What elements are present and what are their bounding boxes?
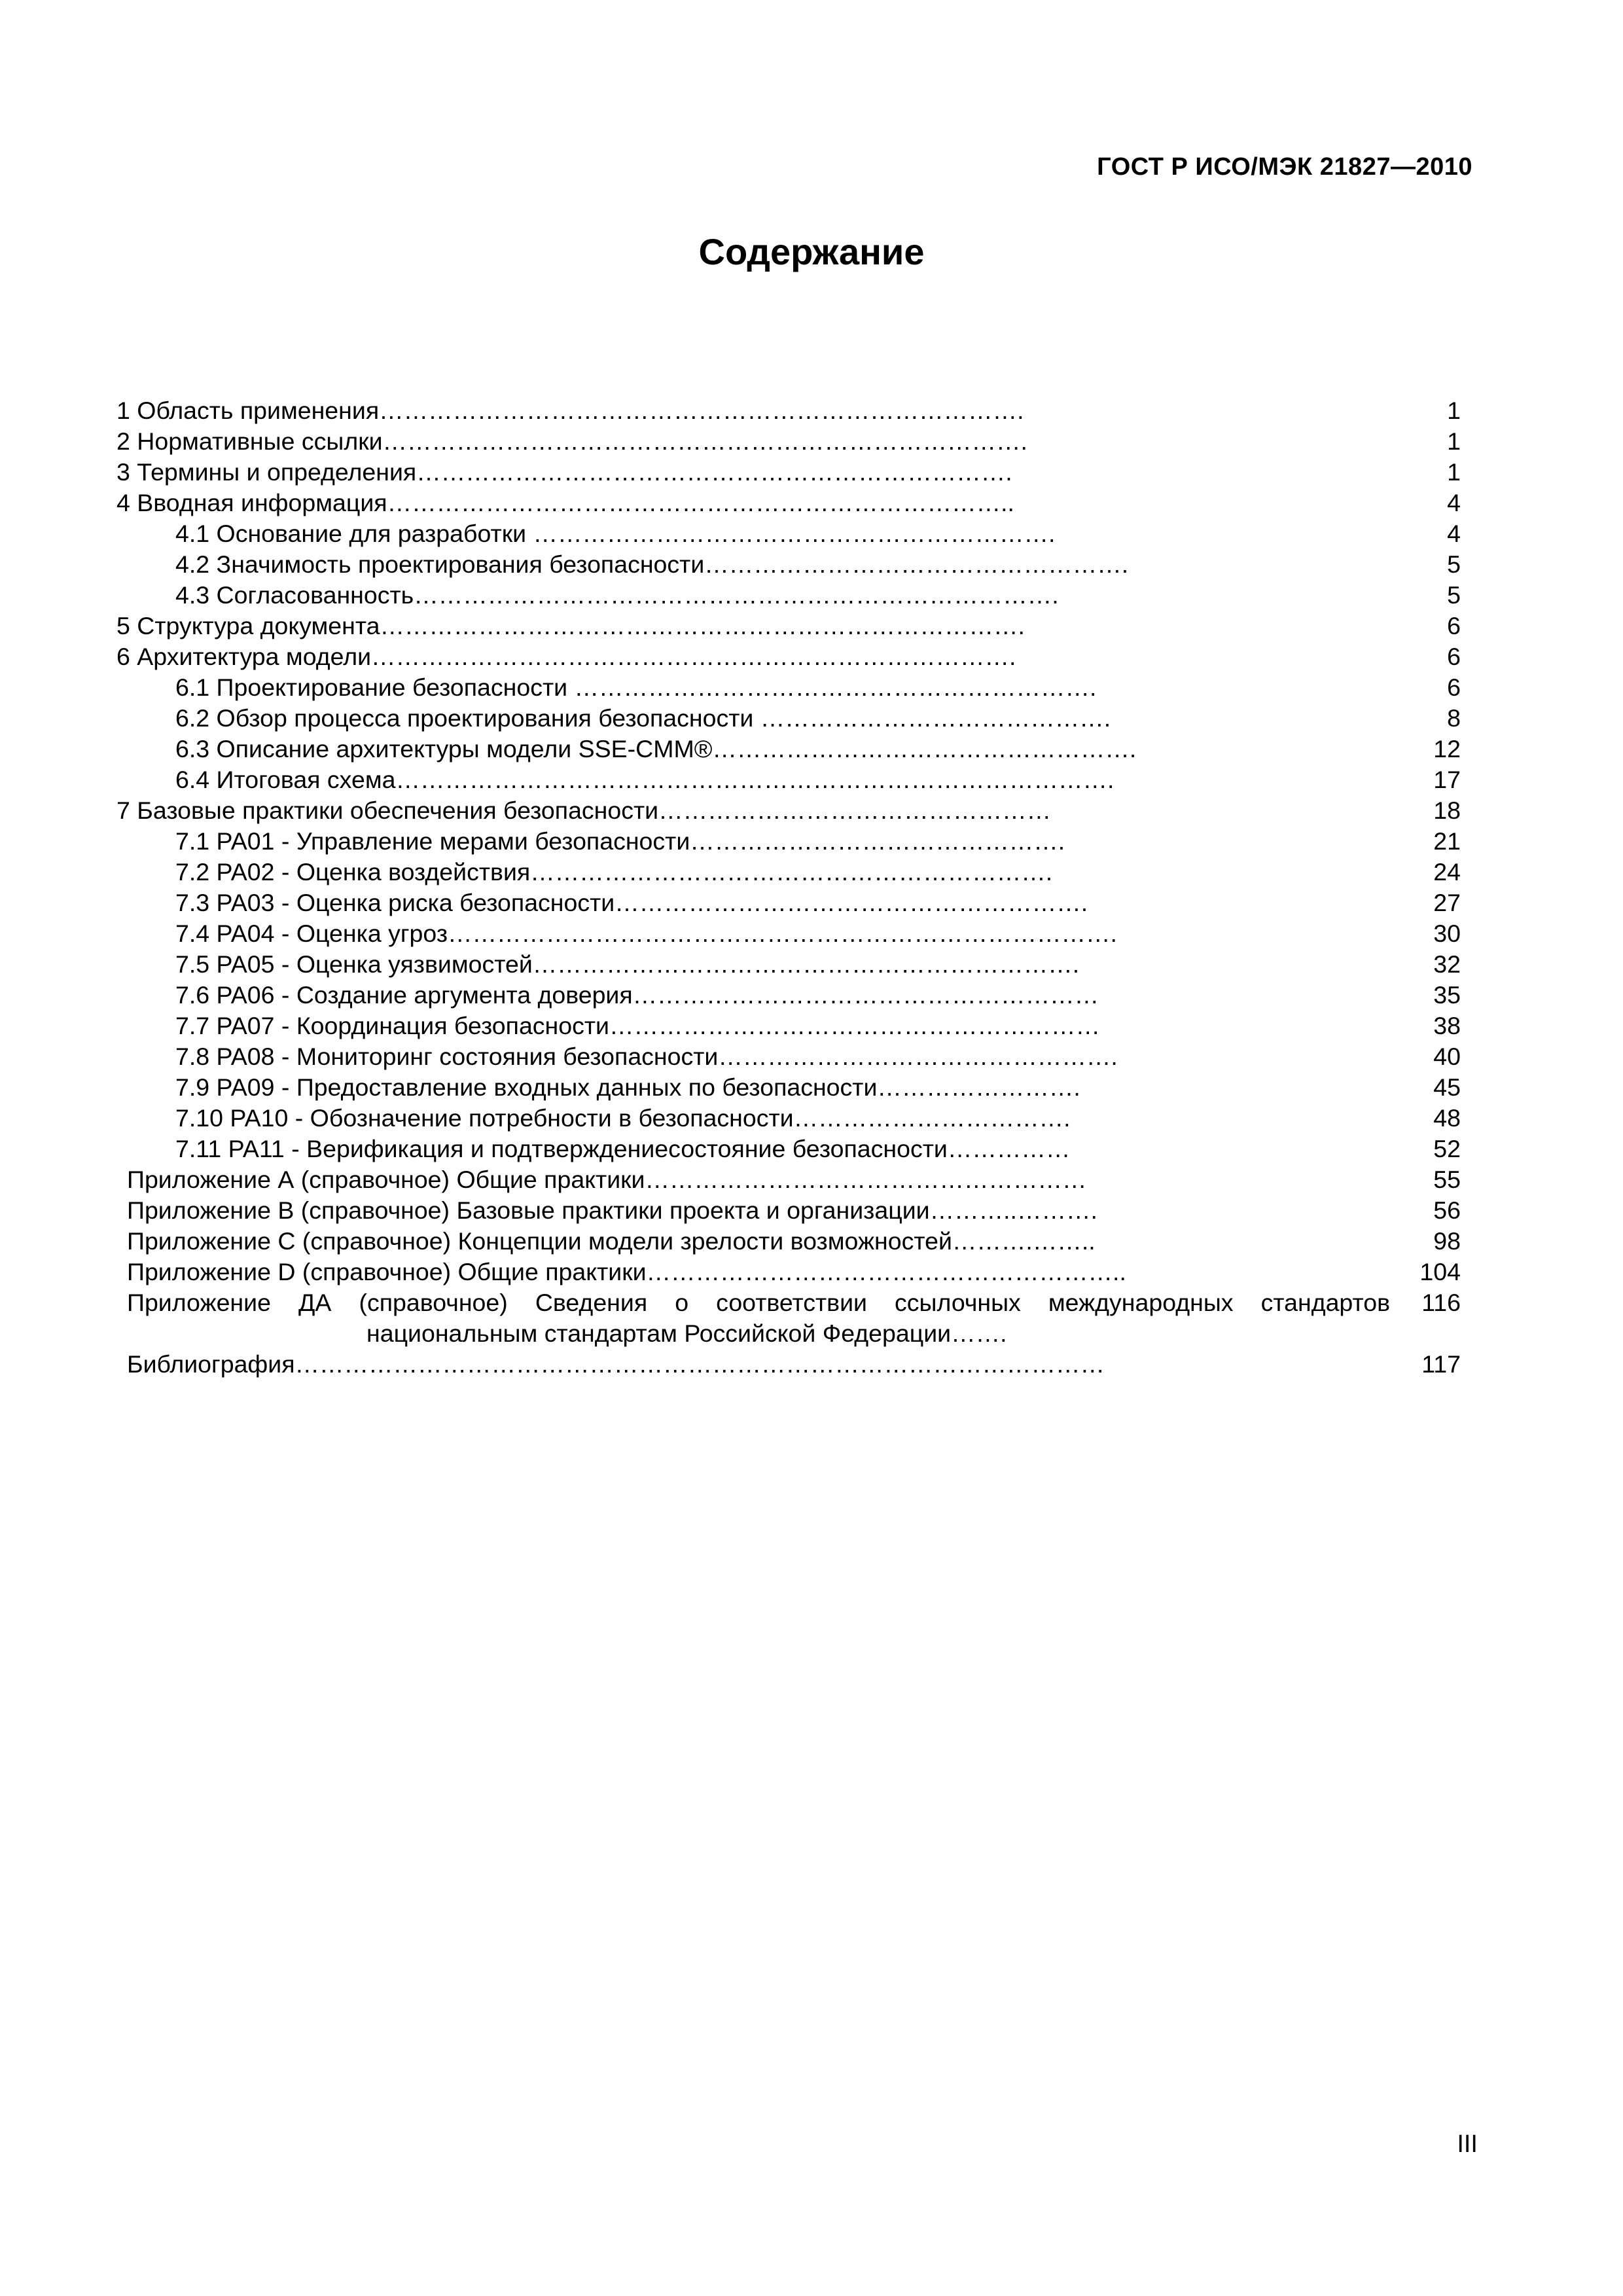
toc-entry[interactable] (0, 611, 1623, 641)
toc-entry-page: 38 (1433, 1012, 1461, 1039)
toc-entry-title (127, 1287, 1390, 1349)
toc-entry-title: 5 Структура документа……………………………………………………………………. (116, 612, 1025, 639)
toc-entry[interactable] (0, 888, 1623, 918)
toc-entry-title: 7.1 PA01 - Управление мерами безопасности………………………………………. (175, 827, 1065, 855)
toc-entry[interactable] (0, 1164, 1623, 1195)
toc-entry[interactable] (0, 426, 1623, 457)
toc-entry[interactable] (0, 918, 1623, 949)
toc-entry-page: 5 (1447, 581, 1461, 609)
toc-entry-title: 7.9 PA09 - Предоставление входных данных по безопасности……………………. (175, 1073, 1080, 1101)
toc-entry-title: 7.6 PA06 - Создание аргумента доверия………………………………………………… (175, 981, 1099, 1009)
toc-entry-title: Приложение С (справочное) Концепции модели зрелости возможностей……….…….. (127, 1227, 1096, 1255)
toc-entry[interactable] (0, 734, 1623, 764)
page-title: Содержание (698, 231, 925, 272)
toc-entry-page: 24 (1433, 858, 1461, 886)
toc-entry[interactable] (0, 457, 1623, 488)
toc-entry-page: 27 (1433, 889, 1461, 916)
toc-entry-title: Приложение D (справочное) Общие практики………………………………………………….. (127, 1258, 1126, 1285)
toc-entry[interactable] (0, 518, 1623, 549)
toc-entry[interactable] (0, 764, 1623, 795)
toc-entry[interactable] (0, 857, 1623, 888)
toc-entry-title: 7.4 PA04 - Оценка угроз………………………………………………………………………. (175, 920, 1117, 947)
toc-entry[interactable] (0, 1134, 1623, 1164)
toc-entry-title: 3 Термины и определения………………………………………………………………. (116, 458, 1012, 486)
toc-entry-title: 4.3 Согласованность……………………………………………………………………. (175, 581, 1059, 609)
toc-entry-page: 1 (1447, 427, 1461, 455)
toc-entry-page: 45 (1433, 1073, 1461, 1101)
toc-entry-page: 1 (1447, 397, 1461, 424)
toc-entry-page: 21 (1433, 827, 1461, 855)
toc-entry-page: 8 (1447, 704, 1461, 732)
toc-entry-title: 2 Нормативные ссылки……………………………………………………………………. (116, 427, 1027, 455)
toc-entry[interactable] (0, 1226, 1623, 1257)
toc-entry[interactable] (0, 980, 1623, 1011)
toc-entry[interactable] (0, 1349, 1623, 1380)
toc-entry-title: 7.7 PA07 - Координация безопасности…………………………………………………… (175, 1012, 1100, 1039)
toc-entry-page: 56 (1433, 1196, 1461, 1224)
toc-entry-page: 117 (1421, 1350, 1461, 1378)
toc-entry[interactable] (0, 1041, 1623, 1072)
toc-entry-page: 4 (1447, 520, 1461, 547)
toc-entry-page: 104 (1419, 1258, 1461, 1285)
toc-entry-title: Приложение В (справочное) Базовые практики проекта и организации………..………. (127, 1196, 1097, 1224)
toc-entry-title: 4.1 Основание для разработки ………………………………………………………. (175, 520, 1056, 547)
toc-entry-title: 7.11 PA11 - Верификация и подтверждениесостояние безопасности…………… (175, 1135, 1071, 1162)
toc-entry[interactable] (0, 641, 1623, 672)
toc-entry-page: 12 (1433, 735, 1461, 762)
toc-entry[interactable] (0, 949, 1623, 980)
toc-entry-page: 30 (1433, 920, 1461, 947)
toc-entry-page: 48 (1433, 1104, 1461, 1132)
toc-entry-title: 6.2 Обзор процесса проектирования безопасности ……………………………………. (175, 704, 1111, 732)
toc-entry[interactable] (0, 395, 1623, 426)
toc-entry[interactable] (0, 1103, 1623, 1134)
toc-entry[interactable] (0, 672, 1623, 703)
toc-entry-title: 7 Базовые практики обеспечения безопасности………………………………………… (116, 797, 1052, 824)
toc-entry-page: 6 (1447, 643, 1461, 670)
toc-entry-title: 6.3 Описание архитектуры модели SSE-CMM®……………………………………………. (175, 735, 1137, 762)
toc-entry-page: 98 (1433, 1227, 1461, 1255)
toc-entry-title: 7.3 PA03 - Оценка риска безопасности…………………………………………………. (175, 889, 1088, 916)
toc-entry-title: 7.8 PA08 - Мониторинг состояния безопасности…………………………………………. (175, 1043, 1118, 1070)
toc-entry-title: 7.10 PA10 - Обозначение потребности в безопасности……………………………. (175, 1104, 1071, 1132)
toc-entry-page: 32 (1433, 950, 1461, 978)
toc-entry-page: 5 (1447, 550, 1461, 578)
toc-entry-title: 6.4 Итоговая схема……………………………………………………………………………. (175, 766, 1115, 793)
toc-entry-title: 6.1 Проектирование безопасности ………………………………………………………. (175, 673, 1097, 701)
toc-entry-page: 1 (1447, 458, 1461, 486)
page-number: III (1457, 2130, 1478, 2158)
toc-entry-title: Библиография……………………………………………………………………………………… (127, 1350, 1105, 1378)
toc-entry-title-line2: национальным стандартам Российской Федерации……. (366, 1319, 1007, 1347)
toc-entry[interactable] (0, 1257, 1623, 1287)
toc-entry-title: 4.2 Значимость проектирования безопасности……………………………………………. (175, 550, 1129, 578)
toc-entry-title: 6 Архитектура модели……………………………………………………………………. (116, 643, 1016, 670)
toc-entry-title: 7.5 PA05 - Оценка уязвимостей…………………………………………………………. (175, 950, 1080, 978)
toc-entry[interactable] (0, 549, 1623, 580)
toc-entry-page: 116 (1421, 1289, 1461, 1316)
toc-entry-page: 35 (1433, 981, 1461, 1009)
toc-entry[interactable] (0, 1072, 1623, 1103)
toc-entry-page: 40 (1433, 1043, 1461, 1070)
toc-entry-page: 17 (1433, 766, 1461, 793)
toc-entry[interactable] (0, 1011, 1623, 1041)
toc-entry-page: 55 (1433, 1166, 1461, 1193)
toc-entry[interactable] (0, 703, 1623, 734)
toc-entry-page: 6 (1447, 673, 1461, 701)
toc-entry[interactable] (0, 580, 1623, 611)
toc-entry-title-line1: Приложение ДА (справочное) Сведения о соответствии ссылочных международных стандартов (127, 1289, 1390, 1316)
toc-entry[interactable] (0, 488, 1623, 518)
toc-entry-title: 4 Вводная информация………………………………………………………………….. (116, 489, 1014, 516)
toc-entry[interactable] (0, 826, 1623, 857)
toc-entry[interactable] (0, 1195, 1623, 1226)
toc-entry[interactable] (0, 1287, 1623, 1349)
document-id-header: ГОСТ Р ИСО/МЭК 21827—2010 (1097, 153, 1472, 181)
toc-entry-page: 4 (1447, 489, 1461, 516)
toc-entry-title: 7.2 PA02 - Оценка воздействия………………………………………………………. (175, 858, 1053, 886)
toc-entry-title: Приложение А (справочное) Общие практики……………………………………………… (127, 1166, 1087, 1193)
toc-entry[interactable] (0, 795, 1623, 826)
toc-entry-title: 1 Область применения……………………………………………………………………. (116, 397, 1024, 424)
toc-entry-page: 52 (1433, 1135, 1461, 1162)
toc-entry-page: 18 (1433, 797, 1461, 824)
toc-entry-page: 6 (1447, 612, 1461, 639)
